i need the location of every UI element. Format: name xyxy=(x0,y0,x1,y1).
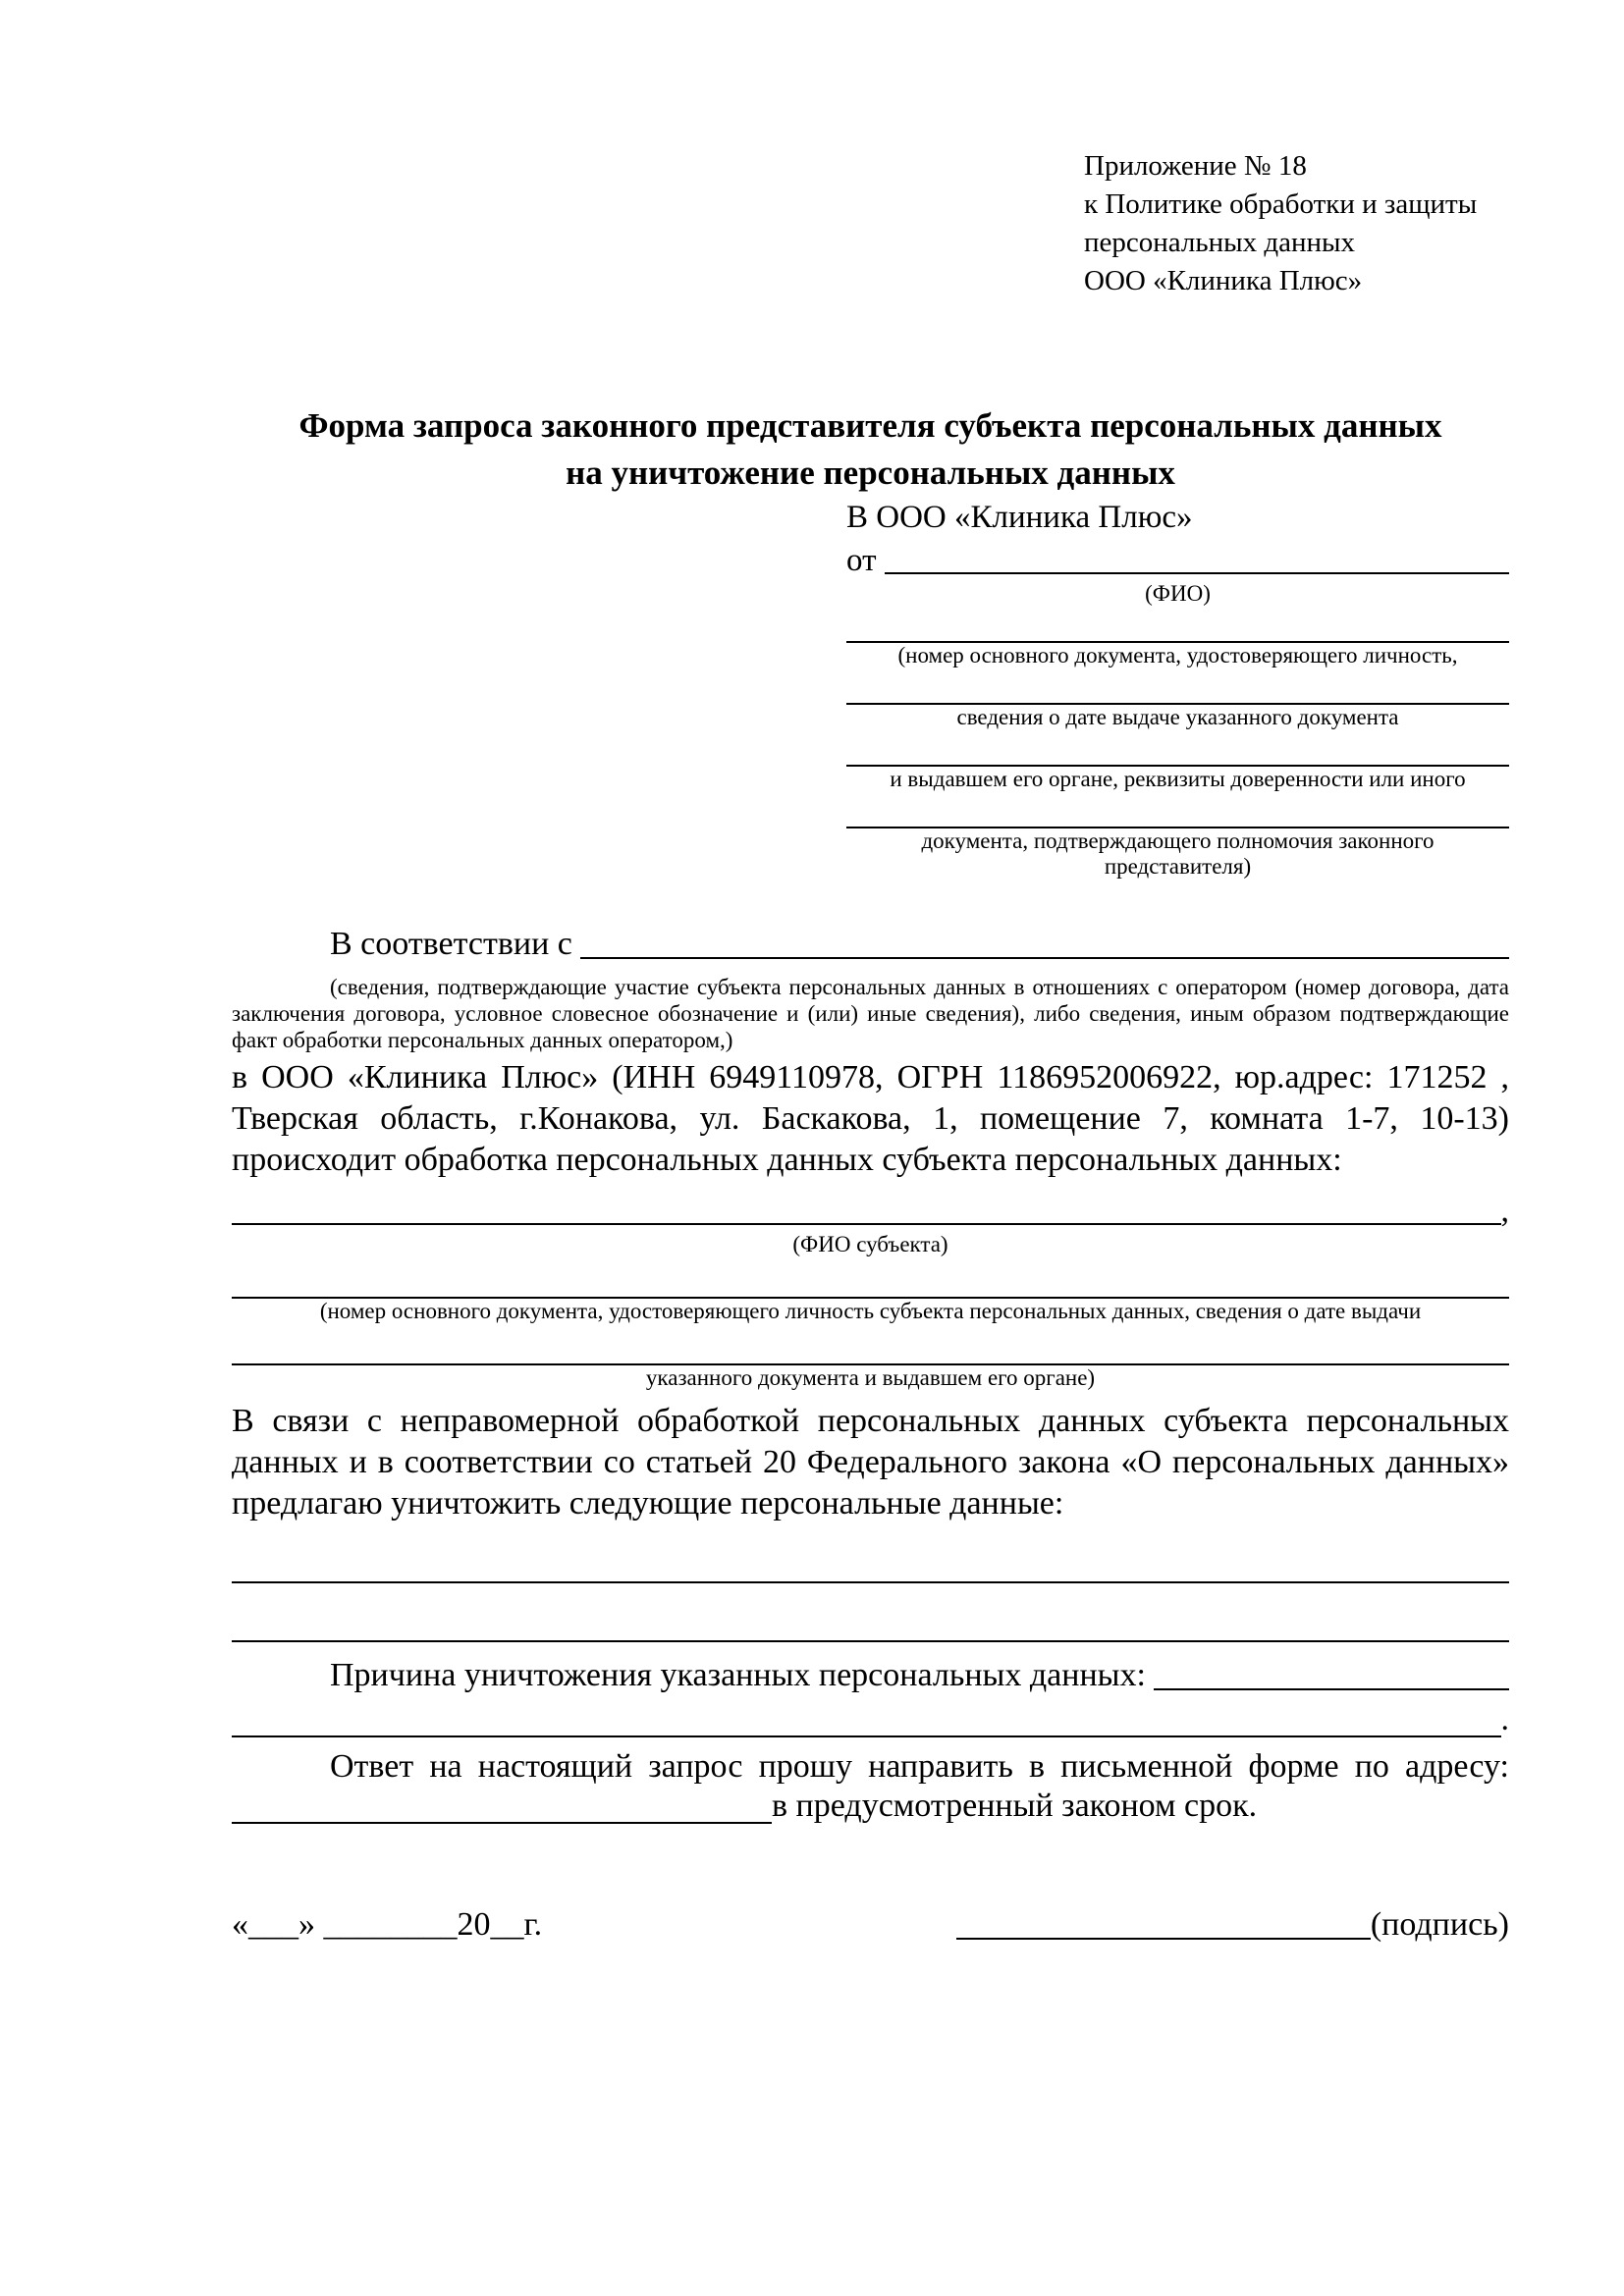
blank-line-reason-1 xyxy=(1154,1654,1509,1690)
blank-line-representative-doc-2 xyxy=(846,668,1509,705)
appendix-line-2: к Политике обработки и защиты xyxy=(1084,188,1478,220)
blank-line-accordance xyxy=(580,923,1509,959)
subject-doc-caption-1: (номер основного документа, удостоверяющего личность субъекта персональных данных, сведения о дате выдачи xyxy=(319,1299,1422,1323)
form-title-line-2: на уничтожение персональных данных xyxy=(566,454,1175,492)
operator-paragraph: в ООО «Клиника Плюс» (ИНН 6949110978, ОГРН 1186952006922, юр.адрес: 171252 , Тверская область, г.Конакова, ул. Баскакова, 1, помещение 7, комната 1-7, 10-13) происходит обработка персональных данных субъекта персональных данных: xyxy=(232,1059,1509,1178)
reason-label: Причина уничтожения указанных персональных данных: xyxy=(330,1657,1146,1693)
reason-row xyxy=(232,1654,1509,1697)
signature-caption: (подпись) xyxy=(1370,1906,1509,1943)
blank-line-representative-name xyxy=(885,540,1510,574)
blank-line-representative-doc-1 xyxy=(846,607,1509,643)
from-label: от xyxy=(846,543,877,578)
blank-line-data-to-destroy-2 xyxy=(232,1601,1509,1642)
accordance-caption: (сведения, подтверждающие участие субъекта персональных данных в отношениях с оператором (номер договора, дата заключения договора, условное словесное обозначение и (или) иные сведения), либо сведения, иным образом подтверждающие факт обработки персональных данных оператором,) xyxy=(232,975,1509,1052)
addressee-block xyxy=(846,497,1509,880)
from-row xyxy=(846,540,1509,581)
blank-line-response-address xyxy=(232,1788,772,1824)
appendix-line-1: Приложение № 18 xyxy=(1084,150,1307,182)
blank-line-signature xyxy=(956,1903,1371,1940)
blank-line-reason-2 xyxy=(232,1701,1501,1737)
signature-group xyxy=(956,1903,1509,1947)
request-paragraph: В связи с неправомерной обработкой персональных данных субъекта персональных данных и в соответствии со статьей 20 Федерального закона «О персональных данных» предлагаю уничтожить следующие персональные данные: xyxy=(232,1403,1509,1522)
blank-line-subject-doc-2 xyxy=(232,1324,1509,1365)
blank-line-subject-fio xyxy=(232,1193,1501,1225)
reason-continuation-row xyxy=(232,1701,1509,1744)
appendix-line-3: персональных данных xyxy=(1084,227,1356,258)
subject-doc-caption-2: указанного документа и выдавшем его органе) xyxy=(645,1365,1096,1390)
blank-line-representative-doc-3 xyxy=(846,730,1509,767)
appendix-header xyxy=(1084,147,1509,300)
representative-doc-caption-4: документа, подтверждающего полномочия законного представителя) xyxy=(921,828,1435,879)
subject-fio-row xyxy=(232,1193,1509,1232)
response-tail: в предусмотренный законом срок. xyxy=(772,1788,1258,1824)
appendix-line-4: ООО «Клиника Плюс» xyxy=(1084,265,1363,296)
subject-fio-caption: (ФИО субъекта) xyxy=(792,1232,948,1256)
period-after-blank: . xyxy=(1500,1701,1509,1737)
fio-caption: (ФИО) xyxy=(1145,581,1211,606)
footer-row xyxy=(232,1903,1509,1947)
accordance-label: В соответствии с xyxy=(330,926,572,962)
response-address-row xyxy=(232,1788,1509,1831)
representative-doc-caption-1: (номер основного документа, удостоверяющего личность, xyxy=(897,643,1458,667)
representative-doc-caption-2: сведения о дате выдаче указанного документа xyxy=(956,705,1399,729)
form-title-line-1: Форма запроса законного представителя субъекта персональных данных xyxy=(298,406,1442,445)
blank-line-data-to-destroy-1 xyxy=(232,1542,1509,1583)
response-paragraph: Ответ на настоящий запрос прошу направить в письменной форме по адресу: xyxy=(330,1748,1509,1785)
addressee-to: В ООО «Клиника Плюс» xyxy=(846,500,1193,535)
blank-line-representative-doc-4 xyxy=(846,792,1509,828)
accordance-row xyxy=(232,923,1509,966)
blank-line-subject-doc-1 xyxy=(232,1257,1509,1299)
date-line: «___» ________20__г. xyxy=(232,1906,543,1943)
comma-after-blank: , xyxy=(1500,1193,1509,1229)
representative-doc-caption-3: и выдавшем его органе, реквизиты доверенности или иного xyxy=(890,767,1466,791)
form-title xyxy=(232,402,1509,497)
